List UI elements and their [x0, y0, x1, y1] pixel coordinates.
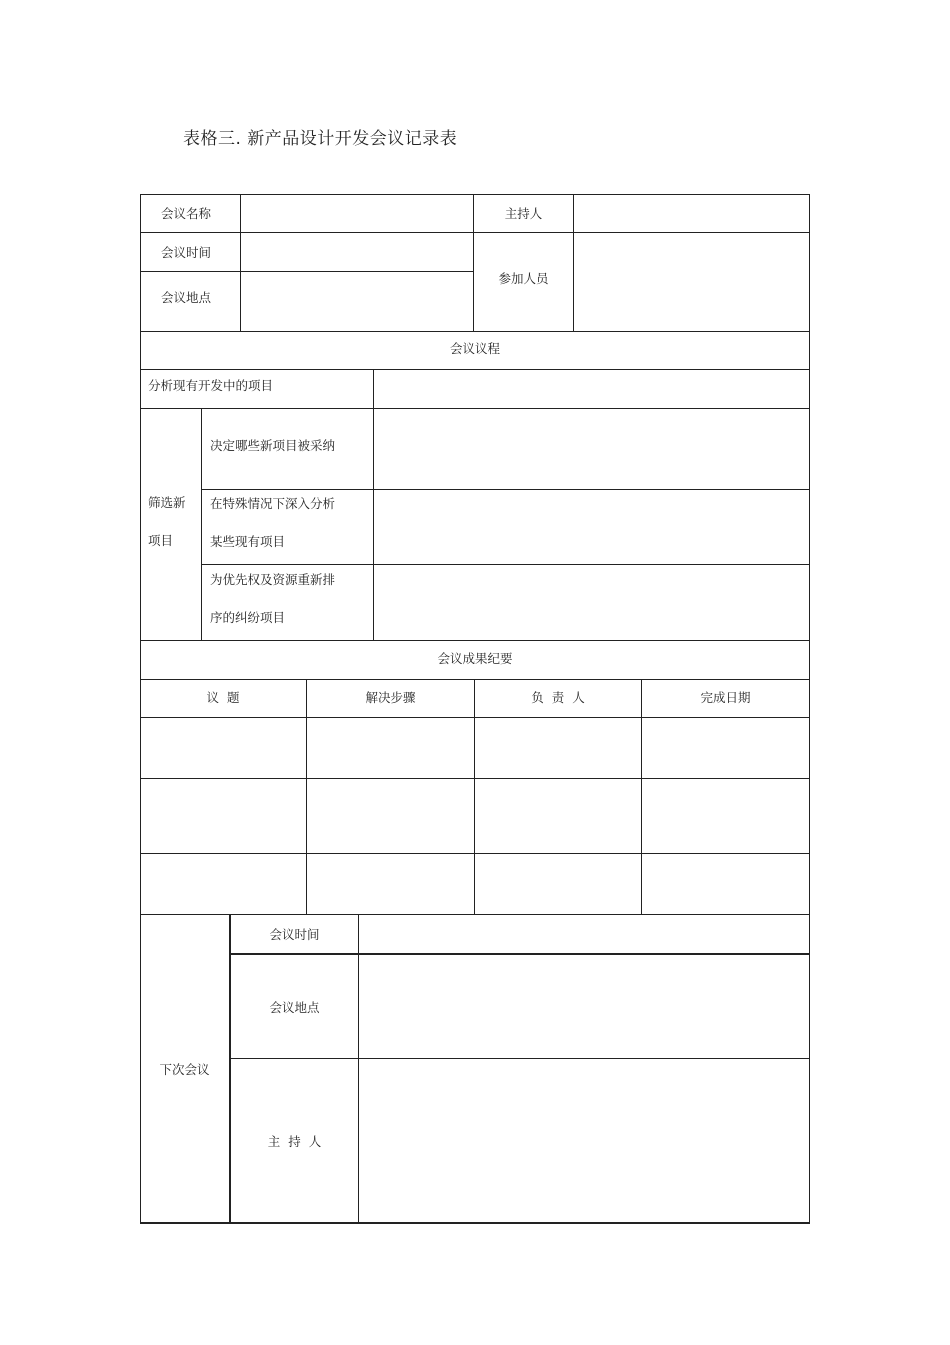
table-row [140, 718, 810, 778]
special-analysis-label [210, 485, 373, 561]
participants-field[interactable] [574, 233, 809, 331]
results-header: 会议成果纪要 [437, 651, 513, 666]
divider [201, 408, 202, 640]
table-cell[interactable] [307, 854, 474, 914]
agenda-header: 会议议程 [449, 341, 500, 356]
table-row [140, 854, 810, 914]
table-cell[interactable] [475, 779, 641, 853]
table-cell[interactable] [642, 854, 809, 914]
next-meeting-place-field[interactable] [359, 955, 809, 1058]
column-header-topic: 议 题 [206, 690, 240, 705]
table-cell[interactable] [140, 779, 306, 853]
priority-label [210, 561, 373, 637]
table-cell[interactable] [642, 718, 809, 778]
table-cell[interactable] [140, 854, 306, 914]
priority-line1: 为优先权及资源重新排 [210, 572, 336, 587]
column-header-steps: 解决步骤 [365, 690, 416, 705]
decide-field[interactable] [374, 409, 809, 489]
table-cell[interactable] [475, 854, 641, 914]
page-title: 表格三. 新产品设计开发会议记录表 [183, 129, 458, 149]
priority-line2: 序的纠纷项目 [210, 610, 286, 625]
meeting-place-label: 会议地点 [161, 290, 212, 305]
priority-field[interactable] [374, 565, 809, 640]
special-line1: 在特殊情况下深入分析 [210, 496, 336, 511]
table-row [140, 779, 810, 853]
table-cell[interactable] [307, 718, 474, 778]
column-header-due-date: 完成日期 [700, 690, 751, 705]
meeting-time-field[interactable] [241, 233, 473, 271]
table-cell[interactable] [307, 779, 474, 853]
table-cell[interactable] [475, 718, 641, 778]
special-line2: 某些现有项目 [210, 534, 286, 549]
screen-label-line1: 筛选新 [148, 495, 186, 510]
table-cell[interactable] [642, 779, 809, 853]
next-meeting-time-label: 会议时间 [269, 927, 320, 942]
next-meeting-label: 下次会议 [159, 1062, 210, 1077]
host-field[interactable] [574, 195, 809, 232]
special-analysis-field[interactable] [374, 490, 809, 564]
next-meeting-host-label: 主 持 人 [267, 1134, 322, 1149]
column-header-owner: 负 责 人 [531, 690, 585, 705]
participants-label: 参加人员 [498, 271, 549, 286]
analyze-label: 分析现有开发中的项目 [148, 378, 274, 393]
meeting-name-field[interactable] [241, 195, 473, 232]
analyze-field[interactable] [374, 370, 809, 408]
decide-label: 决定哪些新项目被采纳 [210, 438, 336, 453]
screen-new-projects-label [148, 484, 200, 560]
meeting-time-label: 会议时间 [161, 245, 212, 260]
table-cell[interactable] [140, 718, 306, 778]
screen-label-line2: 项目 [148, 533, 174, 548]
host-label: 主持人 [504, 206, 543, 221]
next-meeting-place-label: 会议地点 [269, 999, 320, 1015]
meeting-name-label: 会议名称 [161, 206, 212, 221]
meeting-place-field[interactable] [241, 272, 473, 331]
next-meeting-host-field[interactable] [359, 1059, 809, 1222]
next-meeting-time-field[interactable] [359, 915, 809, 953]
